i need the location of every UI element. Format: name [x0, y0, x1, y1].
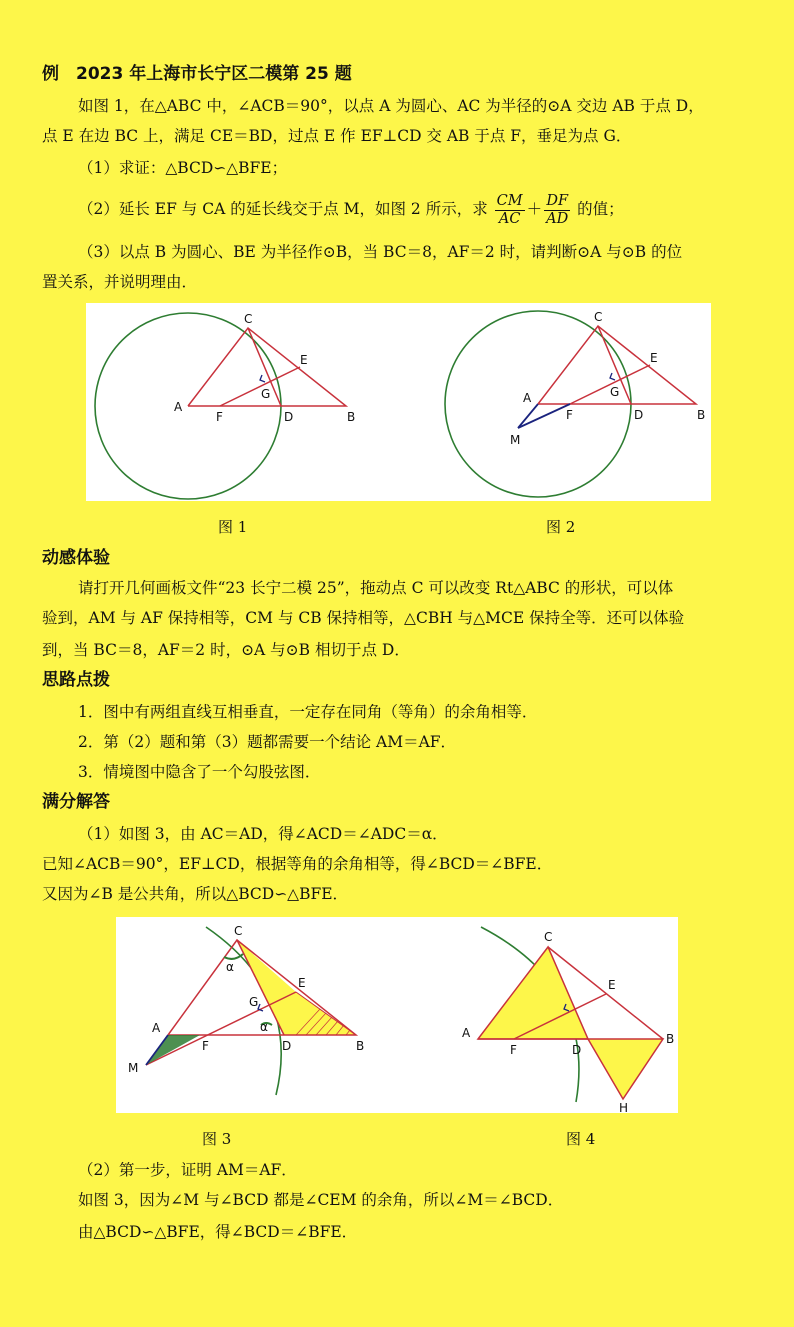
label-a: A [174, 400, 183, 414]
label-alpha-d: α [260, 1020, 268, 1034]
fraction-cm-ac [495, 193, 525, 228]
hint-1: 1．图中有两组直线互相垂直，一定存在同角（等角）的余角相等． [78, 703, 538, 721]
label-e: E [608, 978, 616, 992]
label-a: A [523, 391, 532, 405]
label-b: B [666, 1032, 675, 1046]
figure-3-caption: 图 3 [202, 1130, 232, 1148]
figure-panel-3-4 [116, 917, 678, 1113]
dynamic-line-3: 到，当 BC＝8，AF＝2 时，⊙A 与⊙B 相切于点 D． [42, 641, 410, 659]
solution-line-6: 由△BCD∽△BFE，得∠BCD＝∠BFE． [78, 1223, 358, 1241]
solution-line-4: （2）第一步，证明 AM＝AF． [78, 1161, 297, 1179]
label-g: G [261, 387, 271, 401]
plus-sign: ＋ [526, 200, 543, 218]
label-e: E [298, 976, 306, 990]
fraction-denominator: AD [546, 210, 569, 227]
right-angle-mark [260, 375, 265, 382]
solution-line-3: 又因为∠B 是公共角，所以△BCD∽△BFE． [42, 885, 349, 903]
label-g: G [249, 995, 259, 1009]
label-d: D [284, 410, 294, 424]
question-1: （1）求证：△BCD∽△BFE； [78, 159, 288, 177]
hint-2: 2．第（2）题和第（3）题都需要一个结论 AM＝AF． [78, 733, 457, 751]
label-alpha-c: α [226, 960, 234, 974]
label-b: B [697, 408, 706, 422]
solution-line-5: 如图 3，因为∠M 与∠BCD 都是∠CEM 的余角，所以∠M＝∠BCD． [78, 1191, 564, 1209]
dynamic-line-2: 验到，AM 与 AF 保持相等，CM 与 CB 保持相等，△CBH 与△MCE 保持全等．还可以体验 [42, 609, 685, 627]
dynamic-title: 动感体验 [42, 548, 110, 568]
figure-panel-1-2 [86, 303, 711, 501]
fraction-numerator: CM [496, 192, 523, 209]
fraction-denominator: AC [498, 210, 521, 227]
figure-1-2-svg [86, 303, 711, 501]
solution-line-2: 已知∠ACB＝90°，EF⊥CD，根据等角的余角相等，得∠BCD＝∠BFE． [42, 855, 553, 873]
label-f: F [510, 1043, 517, 1057]
label-d: D [282, 1039, 292, 1053]
right-angle-mark [258, 1004, 263, 1011]
label-c: C [244, 312, 253, 326]
question-2 [78, 190, 624, 228]
segment-fe [220, 367, 300, 406]
label-e: E [300, 353, 308, 367]
figure-4 [462, 927, 674, 1113]
dynamic-line-1: 请打开几何画板文件“23 长宁二模 25”，拖动点 C 可以改变 Rt△ABC 的形状，可以体 [78, 579, 674, 597]
hints-title: 思路点拨 [42, 670, 110, 690]
triangle-dbh [588, 1039, 663, 1099]
label-c: C [544, 930, 553, 944]
figure-3-4-svg [116, 917, 678, 1113]
figure-2-caption: 图 2 [546, 518, 576, 536]
figure-2 [445, 310, 705, 497]
label-m: M [510, 433, 521, 447]
segment-me [146, 992, 296, 1065]
label-m: M [128, 1061, 139, 1075]
label-f: F [566, 408, 573, 422]
figure-1 [95, 312, 355, 499]
problem-line-1: 如图 1，在△ABC 中，∠ACB＝90°，以点 A 为圆心、AC 为半径的⊙A 交边 AB 于点 D， [78, 97, 704, 115]
label-g: G [610, 385, 620, 399]
question-2-text: （2）延长 EF 与 CA 的延长线交于点 M，如图 2 所示，求 [78, 200, 488, 218]
hint-3: 3．情境图中隐含了一个勾股弦图． [78, 763, 321, 781]
figure-3 [128, 924, 364, 1095]
solution-line-1: （1）如图 3，由 AC＝AD，得∠ACD＝∠ADC＝α． [78, 825, 448, 843]
label-d: D [572, 1043, 582, 1057]
label-a: A [152, 1021, 161, 1035]
question-2-suffix: 的值； [577, 200, 624, 218]
label-b: B [347, 410, 356, 424]
question-3-line-2: 置关系，并说明理由． [42, 273, 198, 291]
segment-mf [518, 404, 570, 428]
label-a: A [462, 1026, 471, 1040]
question-3-line-1: （3）以点 B 为圆心、BE 为半径作⊙B，当 BC＝8，AF＝2 时，请判断⊙A 与⊙B 的位 [78, 243, 683, 261]
figure-1-caption: 图 1 [218, 518, 248, 536]
label-h: H [619, 1101, 629, 1113]
label-d: D [634, 408, 644, 422]
solution-title: 满分解答 [42, 792, 110, 812]
label-e: E [650, 351, 658, 365]
fraction-numerator: DF [544, 193, 570, 211]
label-c: C [594, 310, 603, 324]
figure-4-caption: 图 4 [566, 1130, 596, 1148]
right-angle-mark [610, 373, 615, 380]
label-f: F [216, 410, 223, 424]
triangle-acd [478, 947, 588, 1039]
label-b: B [356, 1039, 365, 1053]
label-f: F [202, 1039, 209, 1053]
problem-heading: 例 2023 年上海市长宁区二模第 25 题 [42, 64, 352, 84]
label-c: C [234, 924, 243, 938]
fraction-df-ad [544, 193, 570, 228]
segment-ma [518, 404, 538, 428]
problem-line-2: 点 E 在边 BC 上，满足 CE＝BD，过点 E 作 EF⊥CD 交 AB 于点 F，垂足为点 G． [42, 127, 632, 145]
